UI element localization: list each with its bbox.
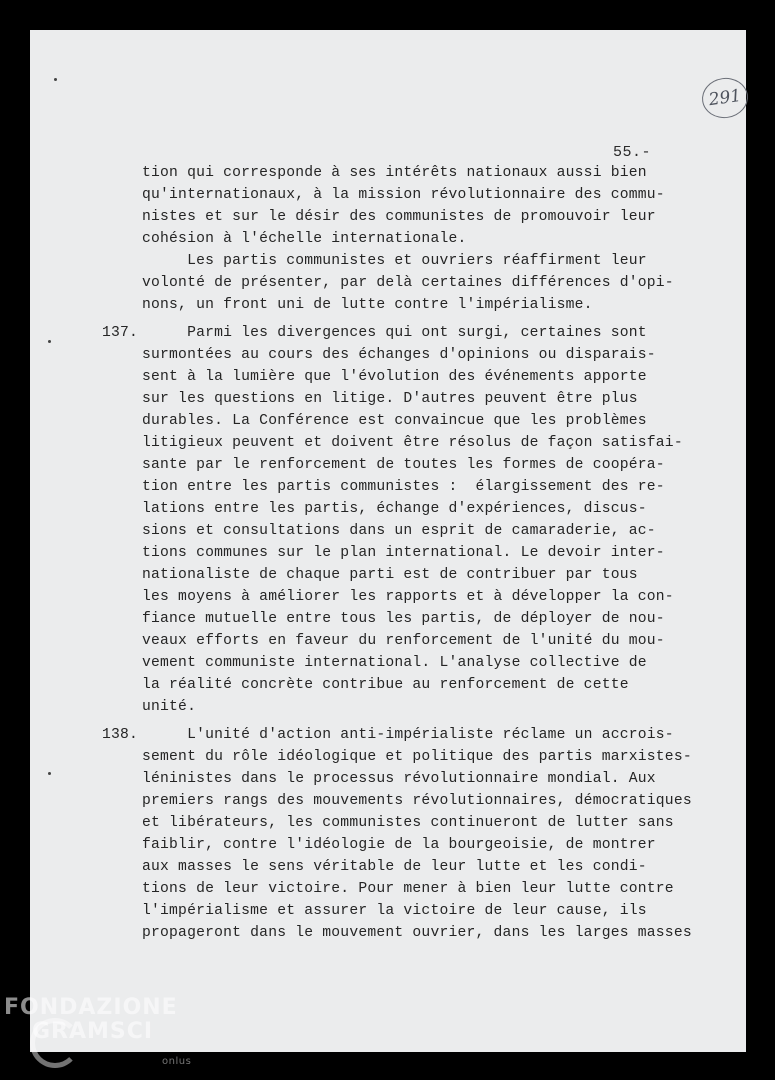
- text-line: sante par le renforcement de toutes les formes de coopéra-: [142, 457, 665, 473]
- text-line: sur les questions en litige. D'autres peuvent être plus: [142, 391, 638, 407]
- archive-stamp-number: 291: [699, 75, 750, 121]
- text-line: l'impérialisme et assurer la victoire de leur cause, ils: [142, 903, 647, 919]
- margin-dot: [48, 340, 51, 343]
- text-line: et libérateurs, les communistes continueront de lutter sans: [142, 815, 674, 831]
- text-line: nons, un front uni de lutte contre l'impérialisme.: [142, 297, 593, 313]
- text-line: tions communes sur le plan international. Le devoir inter-: [142, 545, 665, 561]
- text-line: unité.: [142, 699, 197, 715]
- text-line: lations entre les partis, échange d'expériences, discus-: [142, 501, 647, 517]
- text-line: vement communiste international. L'analyse collective de: [142, 655, 647, 671]
- text-line: nistes et sur le désir des communistes de promouvoir leur: [142, 209, 656, 225]
- text-line: cohésion à l'échelle internationale.: [142, 231, 467, 247]
- text-line: durables. La Conférence est convaincue que les problèmes: [142, 413, 647, 429]
- document-body: [102, 162, 702, 944]
- text-line: sions et consultations dans un esprit de camaraderie, ac-: [142, 523, 656, 539]
- text-line: les moyens à améliorer les rapports et à développer la con-: [142, 589, 674, 605]
- gramsci-logo-icon: [30, 1018, 80, 1068]
- text-line: L'unité d'action anti-impérialiste réclame un accrois-: [142, 727, 674, 743]
- paragraph-block: [102, 724, 702, 944]
- text-line: litigieux peuvent et doivent être résolus de façon satisfai-: [142, 435, 683, 451]
- text-line: la réalité concrète contribue au renforcement de cette: [142, 677, 629, 693]
- text-line: Parmi les divergences qui ont surgi, certaines sont: [142, 325, 647, 341]
- watermark-line-1: FONDAZIONE: [4, 995, 178, 1020]
- margin-dot: [48, 772, 51, 775]
- text-line: léninistes dans le processus révolutionnaire mondial. Aux: [142, 771, 656, 787]
- text-line: volonté de présenter, par delà certaines différences d'opi-: [142, 275, 674, 291]
- text-line: tions de leur victoire. Pour mener à bien leur lutte contre: [142, 881, 674, 897]
- fondazione-gramsci-watermark: [4, 995, 192, 1067]
- text-line: premiers rangs des mouvements révolutionnaires, démocratiques: [142, 793, 692, 809]
- text-line: fiance mutuelle entre tous les partis, de déployer de nou-: [142, 611, 665, 627]
- margin-dot: [54, 78, 57, 81]
- page-number: 55.-: [613, 144, 652, 161]
- text-line: surmontées au cours des échanges d'opinions ou disparais-: [142, 347, 656, 363]
- text-line: propageront dans le mouvement ouvrier, dans les larges masses: [142, 925, 692, 941]
- paragraph-block: [142, 162, 702, 250]
- text-line: tion qui corresponde à ses intérêts nationaux aussi bien: [142, 165, 647, 181]
- text-line: qu'internationaux, à la mission révolutionnaire des commu-: [142, 187, 665, 203]
- paragraph-number: 138.: [102, 727, 139, 743]
- text-line: veaux efforts en faveur du renforcement de l'unité du mou-: [142, 633, 665, 649]
- watermark-line-2: GRAMSCI: [32, 1019, 154, 1044]
- text-line: sement du rôle idéologique et politique des partis marxistes-: [142, 749, 692, 765]
- text-line: aux masses le sens véritable de leur lutte et les condi-: [142, 859, 647, 875]
- paragraph-block: [142, 250, 702, 316]
- text-line: nationaliste de chaque parti est de contribuer par tous: [142, 567, 638, 583]
- text-line: faiblir, contre l'idéologie de la bourgeoisie, de montrer: [142, 837, 656, 853]
- text-line: sent à la lumière que l'évolution des événements apporte: [142, 369, 647, 385]
- paragraph-number: 137.: [102, 325, 139, 341]
- paragraph-block: [102, 322, 702, 718]
- watermark-line-3: onlus: [162, 1056, 192, 1067]
- text-line: tion entre les partis communistes : élargissement des re-: [142, 479, 665, 495]
- text-line: Les partis communistes et ouvriers réaffirment leur: [142, 253, 647, 269]
